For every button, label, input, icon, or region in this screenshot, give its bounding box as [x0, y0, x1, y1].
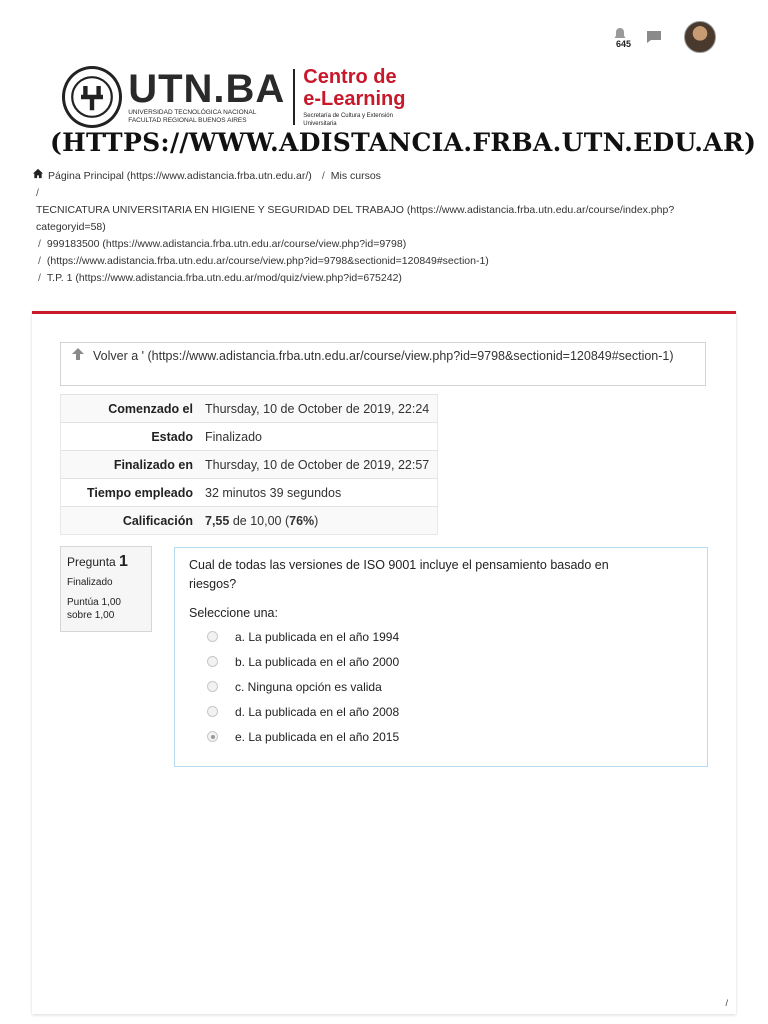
- radio-button[interactable]: [207, 656, 218, 667]
- question-title: Pregunta: [67, 555, 116, 569]
- breadcrumb-category[interactable]: TECNICATURA UNIVERSITARIA EN HIGIENE Y SEGURIDAD DEL TRABAJO (https://www.adistancia.frba.utn.edu.ar/course/index.php?categoryid=58): [36, 204, 675, 233]
- question-number: 1: [119, 553, 128, 570]
- grade-end: ): [314, 513, 319, 528]
- breadcrumb-my-courses[interactable]: Mis cursos: [330, 170, 381, 182]
- summary-label: Finalizado en: [61, 451, 200, 479]
- breadcrumb-quiz[interactable]: T.P. 1 (https://www.adistancia.frba.utn.edu.ar/mod/quiz/view.php?id=675242): [46, 272, 402, 284]
- breadcrumb: [32, 168, 732, 287]
- centro-title-2: e-Learning: [303, 88, 406, 110]
- attempt-summary-table: [60, 394, 438, 535]
- answer-options: [189, 624, 693, 749]
- summary-row-grade: [61, 507, 438, 535]
- site-logo[interactable]: [52, 64, 424, 130]
- breadcrumb-separator: /: [36, 187, 39, 199]
- summary-row-time: [61, 479, 438, 507]
- summary-row-finished: [61, 451, 438, 479]
- question-text: Cual de todas las versiones de ISO 9001 incluye el pensamiento basado en riesgos?: [189, 558, 609, 591]
- user-avatar[interactable]: [684, 21, 716, 53]
- notification-count: 645: [616, 39, 632, 49]
- utn-subtitle-2: FACULTAD REGIONAL BUENOS AIRES: [128, 117, 247, 124]
- answer-option-label: e. La publicada en el año 2015: [235, 729, 400, 744]
- centro-title-1: Centro de: [303, 66, 397, 88]
- breadcrumb-separator: /: [38, 272, 41, 284]
- answer-option[interactable]: [189, 624, 693, 649]
- radio-button-selected[interactable]: [207, 731, 218, 742]
- utn-logo-text: UTN.BA: [128, 67, 286, 111]
- logo-divider: [293, 69, 295, 125]
- chat-icon: [646, 29, 662, 45]
- grade-score: 7,55: [205, 513, 230, 528]
- breadcrumb-course[interactable]: 999183500 (https://www.adistancia.frba.utn.edu.ar/course/view.php?id=9798): [46, 238, 407, 250]
- summary-label: Estado: [61, 423, 200, 451]
- question-info: [60, 546, 152, 632]
- page-corner-mark: /: [725, 998, 728, 1008]
- summary-row-started: [61, 395, 438, 423]
- breadcrumb-separator: /: [38, 255, 41, 267]
- grade-percent: 76%: [289, 513, 315, 528]
- main-region: [32, 311, 736, 1014]
- breadcrumb-separator: /: [321, 170, 325, 182]
- question-mark: Puntúa 1,00 sobre 1,00: [67, 597, 121, 621]
- messages-button[interactable]: [646, 29, 662, 45]
- radio-button[interactable]: [207, 681, 218, 692]
- summary-value: Thursday, 10 de October de 2019, 22:57: [199, 451, 438, 479]
- question-state: Finalizado: [67, 577, 113, 588]
- back-link-text[interactable]: Volver a ' (https://www.adistancia.frba.utn.edu.ar/course/view.php?id=9798&sectionid=120849#section-1): [93, 349, 674, 363]
- answer-option[interactable]: [189, 699, 693, 724]
- answer-option[interactable]: [189, 724, 693, 749]
- summary-value: [199, 507, 438, 535]
- top-bar: [612, 22, 716, 52]
- radio-button[interactable]: [207, 706, 218, 717]
- breadcrumb-home[interactable]: Página Principal (https://www.adistancia.frba.utn.edu.ar/): [48, 170, 312, 182]
- summary-value: Thursday, 10 de October de 2019, 22:24: [199, 395, 438, 423]
- arrow-up-icon: [71, 347, 85, 367]
- notifications-button[interactable]: [612, 27, 630, 47]
- summary-label: Comenzado el: [61, 395, 200, 423]
- answer-prompt: Seleccione una:: [189, 606, 278, 620]
- answer-option-label: d. La publicada en el año 2008: [235, 704, 400, 719]
- summary-label: Calificación: [61, 507, 200, 535]
- breadcrumb-section[interactable]: (https://www.adistancia.frba.utn.edu.ar/course/view.php?id=9798&sectionid=120849#section-1): [46, 255, 489, 267]
- radio-button[interactable]: [207, 631, 218, 642]
- question-content: [174, 547, 708, 767]
- answer-option-label: b. La publicada en el año 2000: [235, 654, 400, 669]
- utn-subtitle-1: UNIVERSIDAD TECNOLÓGICA NACIONAL: [128, 109, 257, 116]
- utn-seal-icon: [62, 66, 122, 128]
- answer-option[interactable]: [189, 674, 693, 699]
- answer-option-label: a. La publicada en el año 1994: [235, 629, 400, 644]
- summary-value: 32 minutos 39 segundos: [199, 479, 438, 507]
- centro-subtitle: Secretaría de Cultura y Extensión Universitaria: [303, 113, 393, 127]
- grade-middle: de 10,00 (: [232, 513, 290, 528]
- summary-label: Tiempo empleado: [61, 479, 200, 507]
- answer-option[interactable]: [189, 649, 693, 674]
- breadcrumb-separator: /: [38, 238, 41, 250]
- back-link[interactable]: [60, 342, 706, 386]
- summary-value: Finalizado: [199, 423, 438, 451]
- summary-row-state: [61, 423, 438, 451]
- home-icon: [32, 168, 44, 185]
- answer-option-label: c. Ninguna opción es valida: [235, 679, 382, 694]
- site-url-link[interactable]: (HTTPS://WWW.ADISTANCIA.FRBA.UTN.EDU.AR): [50, 128, 757, 157]
